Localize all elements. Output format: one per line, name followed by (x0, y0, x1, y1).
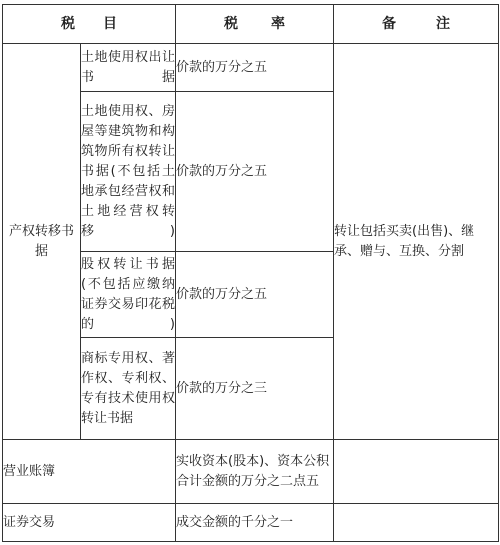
category-cell: 产权转移书据 (3, 44, 81, 440)
sub-item-cell: 商标专用权、著作权、专利权、专有技术使用权转让书据 (81, 338, 176, 440)
table-row (3, 504, 499, 542)
header-rate-char-1: 税 (224, 16, 238, 32)
header-note-char-1: 备 (382, 16, 396, 32)
rate-cell: 成交金额的千分之一 (176, 504, 334, 542)
header-item (3, 5, 176, 44)
rate-cell: 价款的万分之三 (176, 338, 334, 440)
header-rate-char-2: 率 (271, 16, 285, 32)
table-row (3, 44, 499, 92)
note-cell: 转让包括买卖(出售)、继承、赠与、互换、分割 (334, 44, 499, 440)
category-cell: 营业账簿 (3, 440, 176, 504)
sub-item-cell: 土地使用权出让书据 (81, 44, 176, 92)
rate-cell: 价款的万分之五 (176, 44, 334, 92)
header-item-char-2: 目 (103, 16, 117, 32)
note-cell (334, 440, 499, 504)
sub-item-cell: 土地使用权、房屋等建筑物和构筑物所有权转让书据(不包括土地承包经营权和土地经营权转移) (81, 92, 176, 252)
rate-cell: 价款的万分之五 (176, 92, 334, 252)
header-note-char-2: 注 (436, 16, 450, 32)
header-rate (176, 5, 334, 44)
header-note (334, 5, 499, 44)
category-cell: 证券交易 (3, 504, 176, 542)
rate-cell: 价款的万分之五 (176, 252, 334, 338)
table-row (3, 440, 499, 504)
tax-rate-table (2, 4, 499, 542)
note-cell (334, 504, 499, 542)
header-item-char-1: 税 (61, 16, 75, 32)
rate-cell: 实收资本(股本)、资本公积合计金额的万分之二点五 (176, 440, 334, 504)
sub-item-cell: 股权转让书据(不包括应缴纳证券交易印花税的) (81, 252, 176, 338)
table-header-row (3, 5, 499, 44)
